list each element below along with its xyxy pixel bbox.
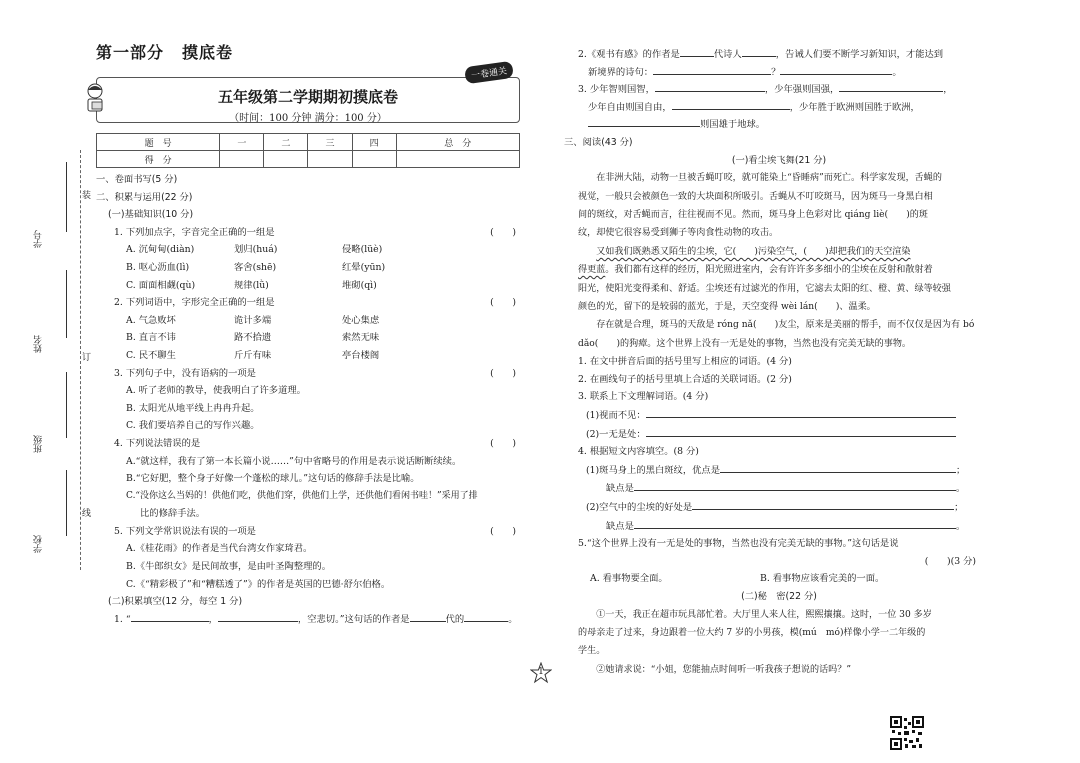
passage-line: 在非洲大陆，动物一旦被舌蝇叮咬，就可能染上“昏睡病”而死亡。科学家发现，舌蝇的: [596, 173, 942, 184]
answer-paren[interactable]: ( ): [490, 226, 516, 238]
school-field[interactable]: [66, 470, 67, 536]
score-table: [96, 133, 520, 168]
reading-question-1: 1. 在文中拼音后面的括号里写上相应的词语。(4 分): [578, 356, 792, 368]
binding-char-zhuang: 装: [82, 191, 92, 201]
question-3: 3. 下列句子中，没有语病的一项是 ( ): [96, 365, 520, 383]
fill-blank[interactable]: [588, 116, 700, 127]
student-id-field[interactable]: [66, 162, 67, 232]
reading-question-4-1: (1)斑马身上的黑白斑纹，优点是 ；: [578, 461, 980, 480]
passage-line: 的母亲走了过来，身边跟着一位大约 7 岁的小男孩，模(mú mó)样像小学一二年级的: [578, 627, 926, 638]
score-header-cell: 四: [352, 134, 396, 151]
fill-question-3: 3. 少年智则国智， ，少年强则国强， ，: [578, 81, 980, 99]
answer-line[interactable]: [634, 517, 956, 529]
question-4: 4. 下列说法错误的是 ( ): [96, 435, 520, 453]
passage-line: [578, 243, 980, 261]
score-header-cell: 一: [220, 134, 264, 151]
fill-question-3-cont: 少年自由则国自由， ，少年胜于欧洲则国胜于欧洲，: [578, 99, 980, 117]
q4-option-a[interactable]: A.“就这样，我有了第一本长篇小说……”句中省略号的作用是表示说话断断续续。: [126, 455, 462, 467]
score-row-label: 得 分: [97, 151, 220, 168]
q3-option-b[interactable]: B. 太阳光从地平线上冉冉升起。: [126, 402, 260, 414]
score-cell[interactable]: [396, 151, 519, 168]
passage-line: 学生。: [578, 646, 606, 657]
q3-option-c[interactable]: C. 我们要培养自己的写作兴趣。: [126, 420, 260, 432]
exam-title: 五年级第二学期期初摸底卷: [217, 88, 398, 106]
score-cell[interactable]: [264, 151, 308, 168]
binding-char-ding: 订: [82, 353, 92, 363]
passage-line: ①一天，我正在超市玩具部忙着。大厅里人来人往，熙熙攘攘。这时，一位 30 多岁: [596, 609, 932, 620]
qr-code-icon: [890, 716, 924, 750]
passage-line: 间的斑纹，对舌蝇而言，往往视而不见。然而，斑马身上色彩对比 qiáng liè( )的斑: [578, 209, 928, 220]
fill-question-2: 2.《观书有感》的作者是 代诗人 ，告诫人们要不断学习新知识，才能达到: [578, 46, 980, 64]
answer-paren[interactable]: ( ): [490, 297, 516, 309]
answer-paren[interactable]: ( ): [490, 525, 516, 537]
exam-meta: （时间：100 分钟 满分：100 分）: [229, 113, 387, 124]
passage-line: 存在就是合理，斑马的天敌是 róng nǎ( )友尘，原来是美丽的帮手，而不仅仅是因为有 bó: [596, 320, 975, 331]
reading-question-2: 2. 在画线句子的括号里填上合适的关联词语。(2 分): [578, 373, 792, 385]
section-heading: 二、积累与运用(22 分): [96, 191, 193, 203]
fill-blank[interactable]: [839, 81, 943, 92]
question-5: 5. 下列文学常识说法有误的一项是 ( ): [96, 523, 520, 541]
student-id-label: 学号: [34, 230, 44, 248]
binding-margin: [22, 150, 92, 570]
right-column: [564, 46, 980, 679]
question-2: 2. 下列词语中，字形完全正确的一组是 ( ): [96, 294, 520, 312]
reading-question-4-2b: 缺点是 。: [578, 517, 980, 536]
reading-question-4: 4. 根据短文内容填空。(8 分): [578, 446, 699, 458]
passage-line: dǎo( )的狗瘴。这个世界上没有一无是处的事物，当然也没有完美无缺的事物。: [578, 338, 912, 349]
fill-blank[interactable]: [742, 46, 776, 57]
answer-line[interactable]: [646, 425, 956, 437]
fill-blank[interactable]: [780, 64, 892, 75]
fill-blank[interactable]: [131, 611, 209, 622]
r5-option-b[interactable]: B. 看事物应该看完美的一面。: [760, 573, 885, 585]
binding-char-xian: 线: [82, 509, 92, 519]
fill-question-3-cont2: 则国雄于地球。: [578, 116, 980, 134]
underlined-sentence: 又如我们既熟悉又陌生的尘埃，它( )污染空气，( )却把我们的天空渲染: [596, 246, 911, 257]
student-mascot-icon: [83, 82, 109, 116]
answer-line[interactable]: [692, 498, 954, 510]
q5-option-b[interactable]: B.《牛郎织女》是民间故事，是由叶圣陶整理的。: [126, 561, 332, 573]
q2-option-c[interactable]: C. 民不聊生 斤斤有味 亭台楼阁: [126, 349, 380, 361]
r5-option-a[interactable]: A. 看事物要全面。: [590, 573, 668, 585]
passage-line: 阳光，使阳光变得柔和、舒适。尘埃还有过滤光的作用，它滤去太阳的红、橙、黄、绿等较强: [578, 283, 951, 294]
page-number-badge: [530, 662, 552, 684]
q4-option-c-cont: 比的修辞手法。: [140, 508, 206, 520]
score-header-cell: 总 分: [396, 134, 519, 151]
score-cell[interactable]: [220, 151, 264, 168]
reading-question-5-score[interactable]: ( )(3 分): [924, 555, 976, 567]
section-heading: 三、阅读(43 分): [564, 136, 633, 148]
name-label: 姓名: [34, 335, 44, 353]
score-header-cell: 题 号: [97, 134, 220, 151]
q3-option-a[interactable]: A. 听了老师的教导，使我明白了许多道理。: [126, 385, 306, 397]
name-field[interactable]: [66, 270, 67, 338]
section-heading: 一、卷面书写(5 分): [96, 174, 178, 185]
q2-option-a[interactable]: A. 气急败坏 诡计多端 处心集虑: [126, 314, 380, 326]
page-number: 1: [538, 667, 544, 677]
fill-blank[interactable]: [655, 81, 765, 92]
part-heading: [96, 40, 520, 63]
q5-option-c[interactable]: C.《“精彩极了”和“糟糕透了”》的作者是英国的巴德·舒尔伯格。: [126, 578, 391, 590]
passage-2: [578, 606, 980, 680]
q4-option-b[interactable]: B.“它好肥，整个身子好像一个蓬松的球儿。”这句话的修辞手法是比喻。: [126, 473, 420, 485]
passage-1: [578, 169, 980, 353]
score-header-cell: 二: [264, 134, 308, 151]
passage-line: ②她请求说：“小姐，您能抽点时间听一听我孩子想说的话吗？”: [596, 664, 852, 675]
score-header-cell: 三: [308, 134, 352, 151]
school-label: 学校: [34, 535, 44, 553]
q5-option-a[interactable]: A.《桂花雨》的作者是当代台湾女作家琦君。: [126, 543, 313, 555]
q1-option-c[interactable]: C. 面面相觑(qù) 规律(lǜ) 堆砌(qì): [126, 279, 377, 291]
passage-line: 纹，却使它很容易受到狮子等肉食性动物的攻击。: [578, 228, 779, 239]
class-label: 班级: [34, 435, 44, 453]
fill-blank[interactable]: [672, 99, 790, 110]
answer-line[interactable]: [720, 461, 956, 473]
fill-blank[interactable]: [680, 46, 714, 57]
badge: 一卷通关: [464, 61, 514, 85]
exam-title-box: [96, 66, 520, 124]
fill-blank[interactable]: [218, 611, 298, 622]
answer-line[interactable]: [646, 406, 956, 418]
subsection-heading: (二)积累填空(12 分，每空 1 分): [108, 596, 243, 608]
fill-question-1: 1. “ ， ，空悲切。”这句话的作者是 代的 。: [96, 611, 520, 629]
class-field[interactable]: [66, 372, 67, 438]
reading-question-3-2: (2)一无是处：: [578, 425, 980, 444]
reading-question-5: 5.“这个世界上没有一无是处的事物，当然也没有完美无缺的事物。”这句话是说: [578, 538, 899, 550]
q4-option-c[interactable]: C.“没你这么当妈的！供他们吃，供他们穿，供他们上学，还供他们看闲书哇！”采用了排: [126, 490, 478, 501]
passage-line: 视觉，一般只会被颜色一致的大块面积所吸引。舌蝇从不叮咬斑马，因为斑马一身黑白相: [578, 191, 933, 202]
reading-question-5-options: [578, 570, 980, 588]
reading-question-4-2: (2)空气中的尘埃的好处是 ；: [578, 498, 980, 517]
reading-question-4-1b: 缺点是 。: [578, 479, 980, 498]
left-column: [96, 40, 520, 628]
q1-option-b[interactable]: B. 呕心沥血(lì) 客舍(shē) 红晕(yūn): [126, 261, 386, 273]
score-table-score-row: [97, 151, 520, 168]
underlined-sentence-end: 得更蓝: [578, 265, 606, 276]
passage-line: 颜色的光，留下的是较弱的蓝光，于是，天空变得 wèi lán( )、温柔。: [578, 302, 876, 312]
binding-line: [80, 150, 81, 570]
fill-blank[interactable]: [410, 611, 446, 622]
score-table-header-row: [97, 134, 520, 151]
reading-question-3: 3. 联系上下文理解词语。(4 分): [578, 391, 709, 403]
part-prefix: 第一部分: [96, 43, 165, 62]
score-cell[interactable]: [352, 151, 396, 168]
score-cell[interactable]: [308, 151, 352, 168]
question-1: 1. 下列加点字，字音完全正确的一组是 ( ): [96, 224, 520, 242]
q1-option-a[interactable]: A. 沉甸甸(diàn) 划归(huá) 侵略(lüè): [126, 244, 383, 256]
reading-question-3-1: (1)视而不见：: [578, 406, 980, 425]
passage-1-title: (一)看尘埃飞舞(21 分): [731, 154, 827, 166]
fill-blank[interactable]: [464, 611, 508, 622]
answer-line[interactable]: [634, 479, 956, 491]
fill-question-2-cont: 新境界的诗句： ？ 。: [578, 64, 980, 82]
answer-paren[interactable]: ( ): [490, 367, 516, 379]
part-title: 摸底卷: [182, 43, 234, 62]
subsection-heading: (一)基础知识(10 分): [108, 209, 194, 221]
q2-option-b[interactable]: B. 直言不讳 路不拾遗 索然无味: [126, 332, 380, 344]
fill-blank[interactable]: [653, 64, 771, 75]
passage-2-title: (二)秘 密(22 分): [741, 590, 817, 602]
passage-line: 得更蓝。我们都有这样的经历，阳光照进室内，会有许许多多细小的尘埃在反射和散射着: [578, 265, 933, 276]
answer-paren[interactable]: ( ): [490, 437, 516, 449]
